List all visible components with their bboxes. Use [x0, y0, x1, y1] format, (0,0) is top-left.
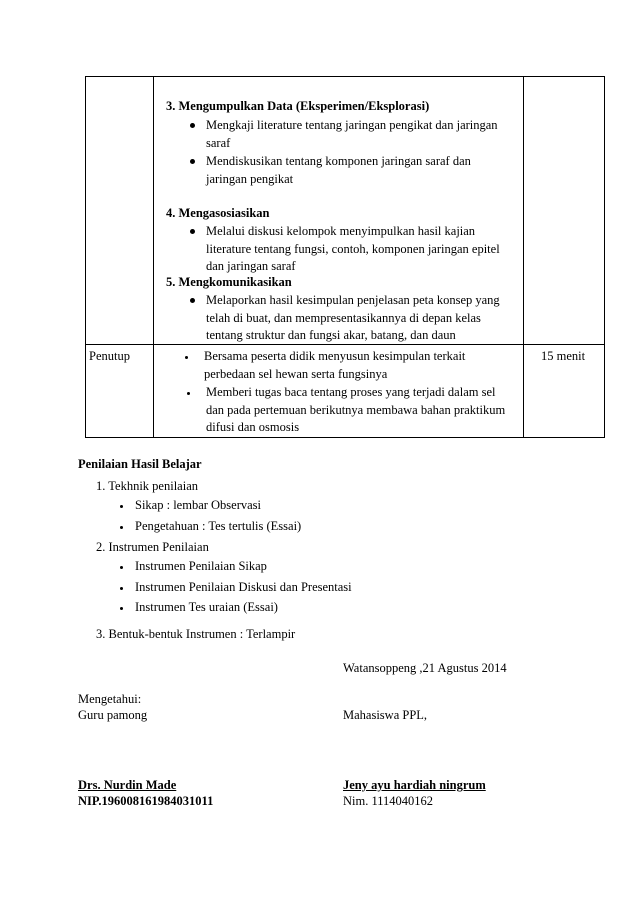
right-id: Nim. 1114040162 — [343, 794, 434, 808]
section-heading: 5. Mengkomunikasikan — [166, 275, 292, 289]
bullet-icon — [190, 123, 195, 128]
list-item: 3. Bentuk-bentuk Instrumen : Terlampir — [96, 627, 296, 641]
bullet-icon — [120, 566, 123, 569]
activity-text: Melaporkan hasil kesimpulan penjelasan peta konsep yang — [206, 293, 500, 307]
bullet-icon — [120, 505, 123, 508]
activity-text: Melalui diskusi kelompok menyimpulkan hasil kajian — [206, 224, 476, 238]
right-name: Jeny ayu hardiah ningrum — [343, 778, 486, 792]
activity-text: saraf — [206, 136, 231, 150]
table-divider — [523, 77, 524, 437]
list-item: Instrumen Tes uraian (Essai) — [135, 600, 278, 614]
list-item: 1. Tekhnik penilaian — [96, 479, 198, 493]
list-item: Sikap : lembar Observasi — [135, 498, 262, 512]
bullet-icon — [120, 526, 123, 529]
bullet-icon — [185, 356, 188, 359]
activity-text: jaringan pengikat — [206, 172, 294, 186]
list-item: Instrumen Penilaian Sikap — [135, 559, 267, 573]
duration: 15 menit — [541, 349, 586, 363]
section-title: Penilaian Hasil Belajar — [78, 457, 202, 471]
activity-text: dan pada pertemuan berikutnya membawa bahan praktikum — [206, 403, 506, 417]
place-date: Watansoppeng ,21 Agustus 2014 — [343, 661, 507, 675]
bullet-icon — [120, 607, 123, 610]
section-heading: 3. Mengumpulkan Data (Eksperimen/Eksplorasi) — [166, 99, 430, 113]
bullet-icon — [187, 392, 190, 395]
list-item: Instrumen Penilaian Diskusi dan Presentasi — [135, 580, 352, 594]
table-divider — [153, 77, 154, 437]
activity-text: literature tentang fungsi, contoh, komponen jaringan epitel — [206, 242, 500, 256]
activity-text: dan jaringan saraf — [206, 259, 296, 273]
right-role: Mahasiswa PPL, — [343, 708, 428, 722]
activity-text: Memberi tugas baca tentang proses yang terjadi dalam sel — [206, 385, 496, 399]
approval-label: Mengetahui: — [78, 692, 142, 706]
row-label: Penutup — [89, 349, 130, 363]
list-item: Pengetahuan : Tes tertulis (Essai) — [135, 519, 302, 533]
activity-text: difusi dan osmosis — [206, 420, 300, 434]
section-heading: 4. Mengasosiasikan — [166, 206, 270, 220]
left-role: Guru pamong — [78, 708, 148, 722]
activity-text: Mendiskusikan tentang komponen jaringan saraf dan — [206, 154, 471, 168]
bullet-icon — [190, 159, 195, 164]
bullet-icon — [190, 298, 195, 303]
table-divider — [86, 344, 604, 345]
activity-text: tentang struktur dan fungsi akar, batang, dan daun — [206, 328, 456, 342]
activity-text: Mengkaji literature tentang jaringan pengikat dan jaringan — [206, 118, 498, 132]
activity-text: telah di buat, dan mempresentasikannya di depan kelas — [206, 311, 481, 325]
bullet-icon — [120, 587, 123, 590]
bullet-icon — [190, 229, 195, 234]
activity-text: perbedaan sel hewan serta fungsinya — [204, 367, 388, 381]
left-id: NIP.196008161984031011 — [78, 794, 214, 808]
activity-text: Bersama peserta didik menyusun kesimpulan terkait — [204, 349, 466, 363]
list-item: 2. Instrumen Penilaian — [96, 540, 209, 554]
left-name: Drs. Nurdin Made — [78, 778, 177, 792]
